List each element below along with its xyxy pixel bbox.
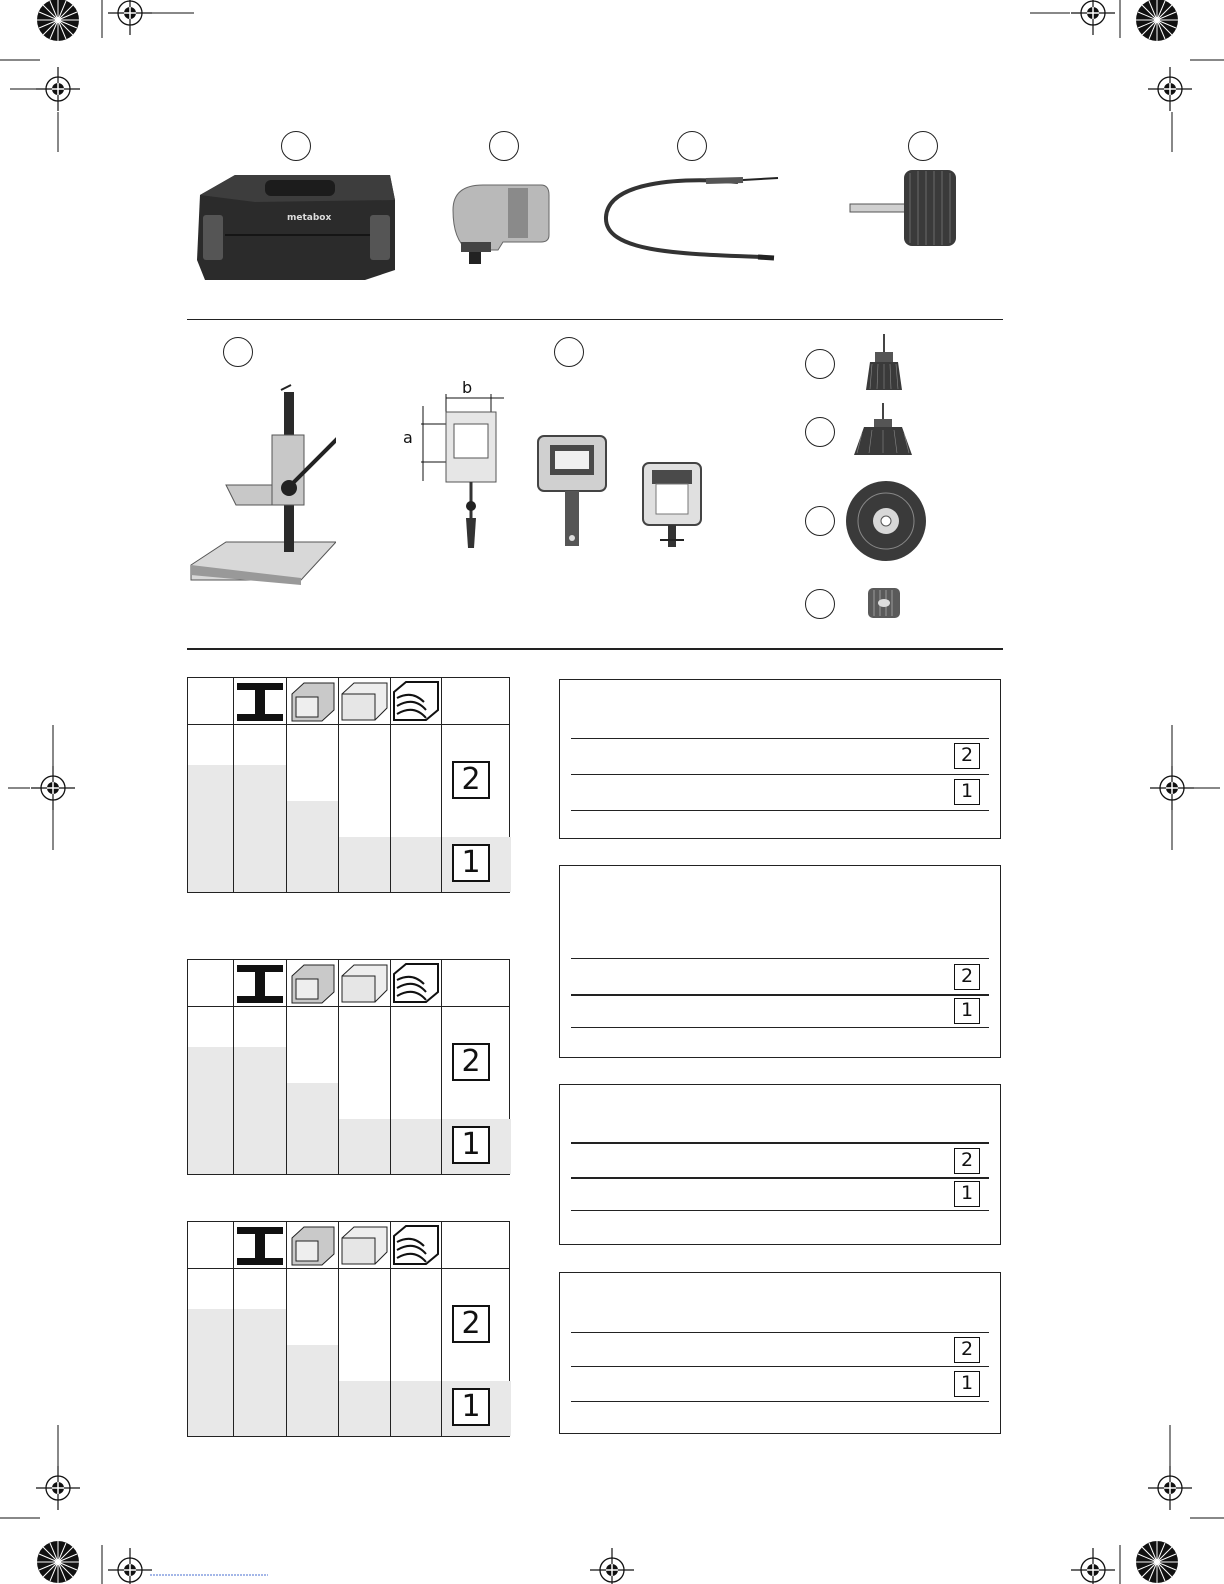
callout-circle-8	[805, 417, 835, 447]
callout-circle-2	[489, 131, 519, 161]
gear-box-1: 1	[954, 779, 980, 805]
gear-box-1: 1	[954, 1371, 980, 1397]
callout-circle-10	[805, 589, 835, 619]
gear-panel	[559, 1272, 1001, 1434]
steel-beam-icon	[235, 1224, 285, 1266]
gear-box-2: 2	[954, 1148, 980, 1174]
callout-circle-6	[554, 337, 584, 367]
stone-block-icon	[340, 1224, 389, 1266]
case-brand-text: metabox	[287, 213, 332, 223]
callout-circle-7	[805, 349, 835, 379]
gear-panel	[559, 679, 1001, 839]
vise-with-dimensions-image	[396, 376, 514, 551]
end-brush-image	[862, 334, 906, 392]
gear-box-2: 2	[954, 1337, 980, 1363]
stone-block-icon	[340, 962, 389, 1004]
gear-box-1: 1	[954, 998, 980, 1024]
angle-attachment-image	[443, 180, 553, 265]
callout-circle-9	[805, 506, 835, 536]
metal-tube-icon	[288, 680, 337, 722]
gear-box-2: 2	[452, 1305, 490, 1343]
small-vise-image	[640, 460, 705, 552]
knurled-roller-image	[866, 586, 902, 620]
gear-box-1: 1	[452, 844, 490, 882]
material-speed-table	[187, 959, 510, 1175]
gear-box-2: 2	[954, 964, 980, 990]
star-mark-icon	[1136, 1541, 1178, 1583]
stone-block-icon	[340, 680, 389, 722]
gear-box-1: 1	[452, 1388, 490, 1426]
metal-tube-icon	[288, 962, 337, 1004]
material-speed-table	[187, 1221, 510, 1437]
metabox-case-image	[195, 170, 397, 282]
star-mark-icon	[37, 1541, 79, 1583]
steel-beam-icon	[235, 962, 285, 1004]
gear-box-2: 2	[452, 1043, 490, 1081]
wood-grain-icon	[392, 1224, 440, 1266]
wheel-brush-image	[845, 480, 927, 562]
vise-dim-b-label: b	[462, 378, 473, 397]
gear-box-1: 1	[452, 1126, 490, 1164]
gear-panel	[559, 1084, 1001, 1245]
callout-circle-4	[908, 131, 938, 161]
gear-panel	[559, 865, 1001, 1058]
vise-dim-a-label: a	[403, 428, 413, 447]
star-mark-icon	[1136, 0, 1178, 41]
flexible-shaft-image	[598, 172, 783, 267]
wood-grain-icon	[392, 680, 440, 722]
machine-vise-image	[535, 433, 610, 553]
wood-grain-icon	[392, 962, 440, 1004]
gear-box-1: 1	[954, 1181, 980, 1207]
callout-circle-3	[677, 131, 707, 161]
flap-wheel-image	[848, 168, 960, 248]
drill-stand-image	[186, 380, 336, 585]
callout-circle-1	[281, 131, 311, 161]
callout-circle-5	[223, 337, 253, 367]
star-mark-icon	[37, 0, 79, 41]
gear-box-2: 2	[954, 743, 980, 769]
cup-brush-image	[852, 403, 914, 459]
section-divider	[187, 648, 1003, 650]
gear-box-2: 2	[452, 761, 490, 799]
metal-tube-icon	[288, 1224, 337, 1266]
material-speed-table	[187, 677, 510, 893]
section-divider	[187, 319, 1003, 320]
steel-beam-icon	[235, 680, 285, 722]
